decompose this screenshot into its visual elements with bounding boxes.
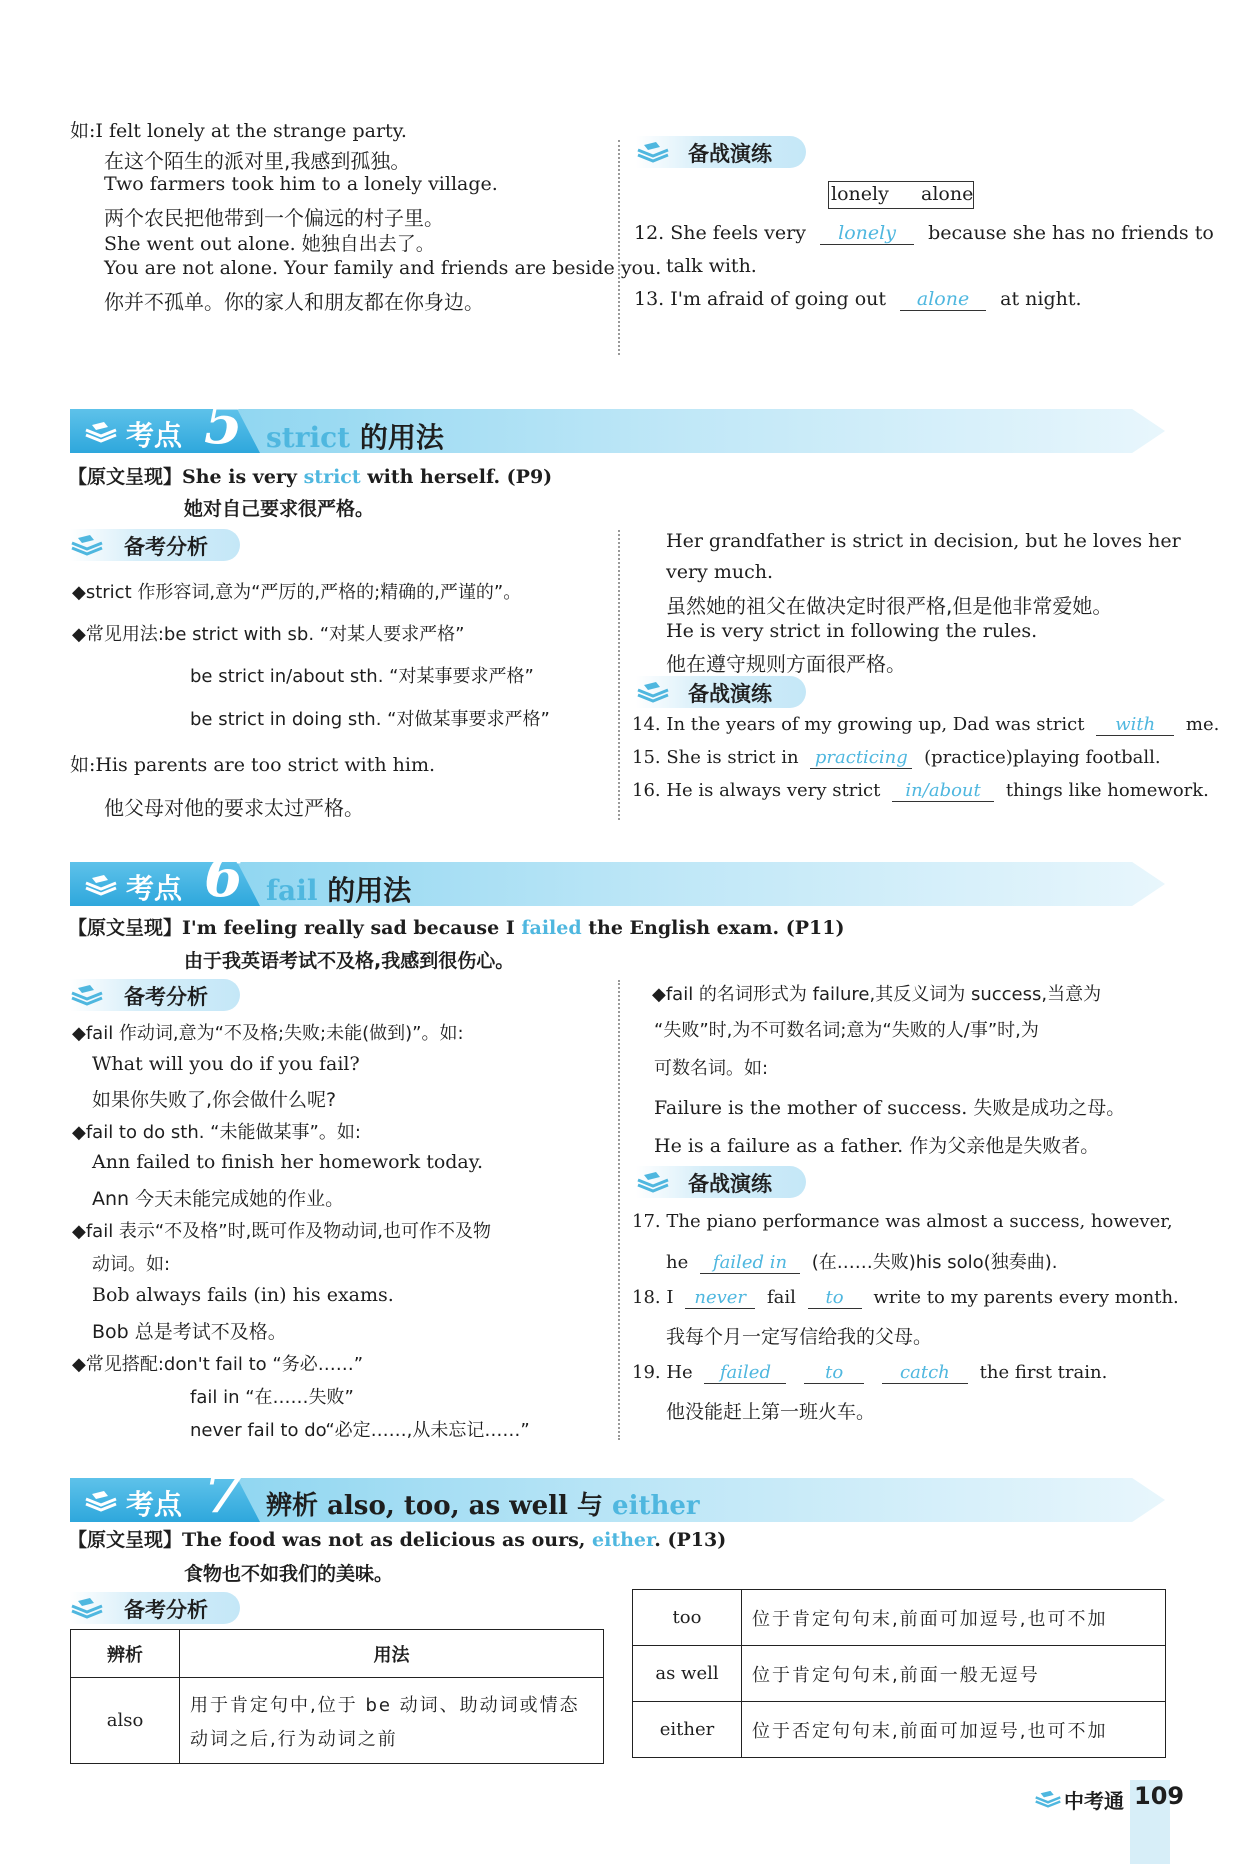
original-text: 【原文呈现】She is very strict with herself. (P9) (68, 466, 553, 488)
answer-blank: failed (704, 1362, 786, 1384)
analysis-line: Bob 总是考试不及格。 (92, 1321, 287, 1343)
question-17-cont: he failed in (在……失败)his solo(独奏曲). (666, 1252, 1058, 1273)
practice-heading: 备战演练 (688, 682, 772, 706)
example-line: 他在遵守规则方面很严格。 (666, 652, 906, 676)
table-row (633, 1702, 1166, 1758)
question-18: 18. I never fail to write to my parents every month. (632, 1287, 1179, 1308)
example-line: Failure is the mother of success. 失败是成功之母。 (654, 1097, 1126, 1119)
question-15: 15. She is strict in practicing (practice)playing football. (632, 747, 1161, 768)
section-number: 5 (204, 391, 243, 457)
analysis-line: 动词。如: (92, 1254, 171, 1275)
example-line: He is very strict in following the rules. (666, 620, 1038, 642)
column-divider (618, 980, 620, 1440)
table-row (633, 1590, 1166, 1646)
example-line: Her grandfather is strict in decision, but he loves her (666, 530, 1181, 552)
question-19: 19. He failed to catch the first train. (632, 1362, 1108, 1383)
example-line: He is a failure as a father. 作为父亲他是失败者。 (654, 1135, 1100, 1157)
book-stack-icon (636, 141, 670, 163)
original-text: 【原文呈现】The food was not as delicious as ours, either. (P13) (68, 1529, 727, 1551)
section-title: strict 的用法 (266, 421, 444, 454)
word-box (828, 181, 974, 209)
analysis-line: ◆fail to do sth. “未能做某事”。如: (72, 1122, 361, 1143)
analysis-line: 他父母对他的要求太过严格。 (104, 796, 364, 820)
book-stack-icon (70, 534, 104, 556)
original-translation: 她对自己要求很严格。 (184, 498, 375, 520)
answer-blank: never (685, 1287, 755, 1309)
comparison-table-right (632, 1589, 1166, 1758)
original-text: 【原文呈现】I'm feeling really sad because I failed the English exam. (P11) (68, 917, 845, 939)
book-stack-icon (84, 421, 118, 443)
analysis-line: Ann 今天未能完成她的作业。 (92, 1188, 345, 1210)
analysis-line: fail in “在……失败” (190, 1387, 354, 1408)
analysis-heading: 备考分析 (124, 985, 208, 1009)
section-title: 辨析 also, too, as well 与 either (266, 1491, 700, 1521)
analysis-line: 如果你失败了,你会做什么呢? (92, 1089, 337, 1111)
example-line: 两个农民把他带到一个偏远的村子里。 (104, 206, 444, 230)
section-title: fail 的用法 (266, 874, 412, 907)
table-header-row (71, 1630, 604, 1678)
analysis-line: ◆fail 的名词形式为 failure,其反义词为 success,当意为 (652, 984, 1102, 1005)
analysis-line: Ann failed to finish her homework today. (92, 1151, 484, 1173)
table-header: 辨析 (71, 1630, 180, 1678)
analysis-line: ◆fail 表示“不及格”时,既可作及物动词,也可作不及物 (72, 1221, 492, 1242)
table-cell-usage: 位于否定句句末,前面可加逗号,也可不加 (742, 1702, 1166, 1758)
analysis-line: What will you do if you fail? (92, 1053, 360, 1075)
book-stack-icon (70, 1597, 104, 1619)
analysis-line: 如:His parents are too strict with him. (70, 754, 436, 776)
answer-blank: catch (882, 1362, 968, 1384)
example-line: 你并不孤单。你的家人和朋友都在你身边。 (104, 290, 484, 314)
column-divider (618, 530, 620, 820)
word-box-item: lonely (831, 183, 889, 205)
analysis-line: Bob always fails (in) his exams. (92, 1284, 394, 1306)
book-stack-icon (84, 874, 118, 896)
book-stack-icon (636, 681, 670, 703)
answer-blank: lonely (820, 222, 914, 245)
table-header: 用法 (180, 1630, 604, 1678)
analysis-line: “失败”时,为不可数名词;意为“失败的人/事”时,为 (654, 1020, 1039, 1041)
example-line: 虽然她的祖父在做决定时很严格,但是他非常爱她。 (666, 594, 1113, 618)
table-cell-usage: 位于肯定句句末,前面可加逗号,也可不加 (742, 1590, 1166, 1646)
question-18-translation: 我每个月一定写信给我的父母。 (666, 1326, 933, 1348)
practice-heading: 备战演练 (688, 1172, 772, 1196)
page-number: 109 (1134, 1782, 1185, 1810)
table-row (71, 1678, 604, 1764)
analysis-line: be strict in doing sth. “对做某事要求严格” (190, 709, 550, 730)
analysis-heading: 备考分析 (124, 1598, 208, 1622)
example-line: She went out alone. 她独自出去了。 (104, 233, 435, 255)
section-number: 7 (204, 1460, 243, 1526)
answer-blank: to (808, 1287, 862, 1309)
question-13: 13. I'm afraid of going out alone at night. (634, 288, 1082, 310)
answer-blank: alone (900, 288, 986, 311)
analysis-line: 可数名词。如: (654, 1058, 769, 1079)
analysis-heading: 备考分析 (124, 535, 208, 559)
word-box-item: alone (921, 183, 974, 205)
table-cell-usage: 位于肯定句句末,前面一般无逗号 (742, 1646, 1166, 1702)
kaodian-label: 考点 (126, 419, 183, 452)
example-line: You are not alone. Your family and friends are beside you. (104, 257, 662, 279)
original-translation: 食物也不如我们的美味。 (184, 1563, 394, 1585)
table-cell-word: as well (633, 1646, 742, 1702)
analysis-line: never fail to do“必定……,从未忘记……” (190, 1420, 530, 1441)
answer-blank: to (804, 1362, 864, 1384)
question-12: 12. She feels very lonely because she has no friends to (634, 222, 1214, 244)
analysis-line: ◆fail 作动词,意为“不及格;失败;未能(做到)”。如: (72, 1023, 464, 1044)
example-line: 如:I felt lonely at the strange party. (70, 120, 407, 142)
question-12-cont: talk with. (666, 255, 757, 277)
analysis-line: ◆strict 作形容词,意为“严厉的,严格的;精确的,严谨的”。 (72, 582, 522, 603)
question-14: 14. In the years of my growing up, Dad was strict with me. (632, 714, 1220, 735)
question-19-translation: 他没能赶上第一班火车。 (666, 1401, 876, 1423)
answer-blank: with (1096, 714, 1174, 736)
answer-blank: failed in (700, 1252, 800, 1274)
footer-brand: 中考通 (1064, 1789, 1124, 1813)
kaodian-label: 考点 (126, 872, 183, 905)
table-cell-word: also (71, 1678, 180, 1764)
practice-heading: 备战演练 (688, 142, 772, 166)
example-line: very much. (666, 561, 774, 583)
analysis-line: be strict in/about sth. “对某事要求严格” (190, 666, 534, 687)
table-cell-word: either (633, 1702, 742, 1758)
table-cell-usage: 用于肯定句中,位于 be 动词、助动词或情态 动词之后,行为动词之前 (180, 1678, 604, 1764)
original-translation: 由于我英语考试不及格,我感到很伤心。 (184, 950, 515, 972)
book-stack-icon (1034, 1790, 1062, 1808)
answer-blank: in/about (892, 780, 994, 802)
book-stack-icon (636, 1171, 670, 1193)
question-17: 17. The piano performance was almost a success, however, (632, 1211, 1173, 1232)
comparison-table-left (70, 1629, 604, 1764)
book-stack-icon (84, 1490, 118, 1512)
book-stack-icon (70, 984, 104, 1006)
table-row (633, 1646, 1166, 1702)
analysis-line: ◆常见用法:be strict with sb. “对某人要求严格” (72, 624, 465, 645)
section-number: 6 (204, 844, 243, 910)
column-divider (618, 140, 620, 355)
answer-blank: practicing (810, 747, 912, 769)
table-cell-word: too (633, 1590, 742, 1646)
example-line: 在这个陌生的派对里,我感到孤独。 (104, 149, 411, 173)
analysis-line: ◆常见搭配:don't fail to “务必……” (72, 1354, 364, 1375)
example-line: Two farmers took him to a lonely village. (104, 173, 498, 195)
question-16: 16. He is always very strict in/about things like homework. (632, 780, 1209, 801)
kaodian-label: 考点 (126, 1488, 183, 1521)
